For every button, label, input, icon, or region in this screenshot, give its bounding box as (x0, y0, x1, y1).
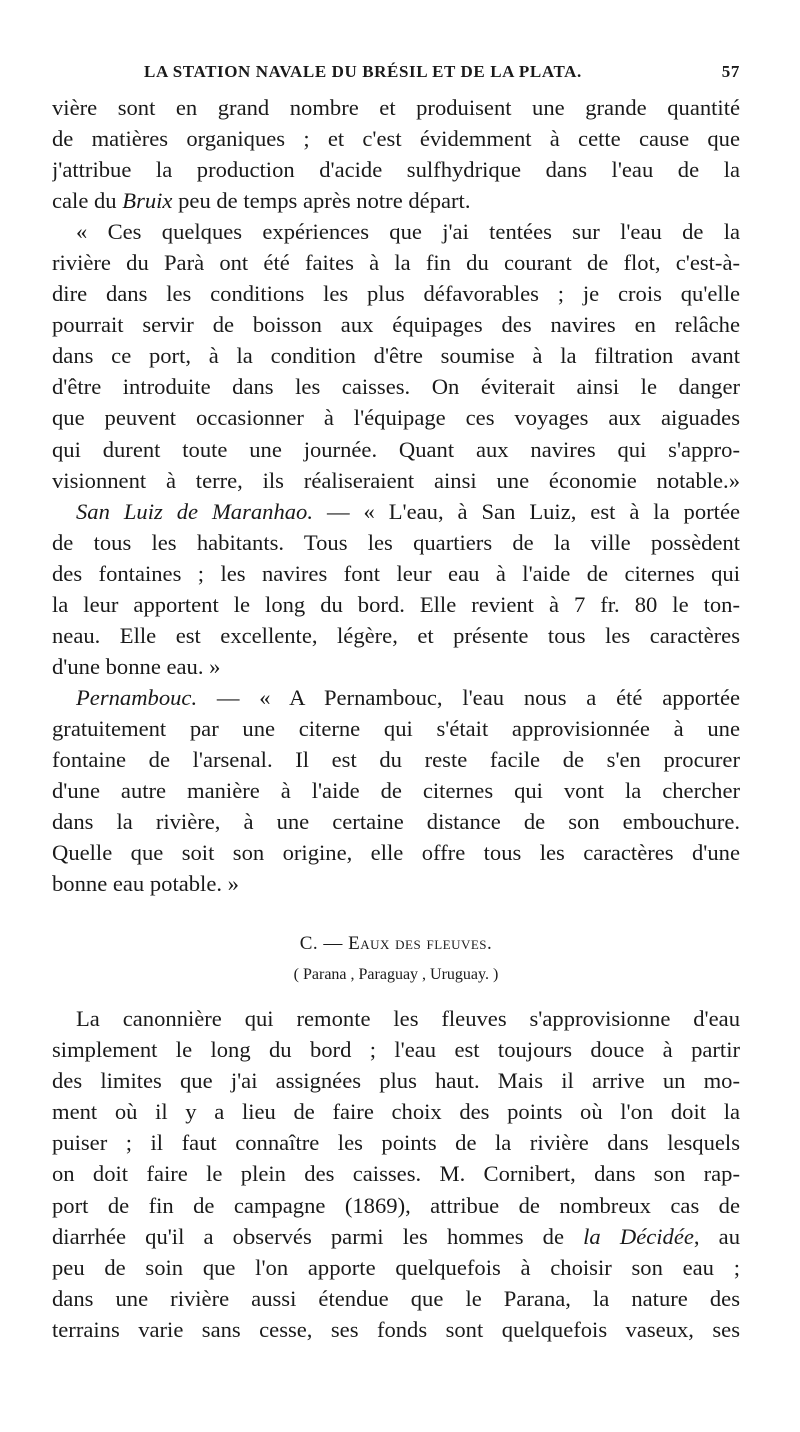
text-line: neau. Elle est excellente, légère, et présente tous les caractères (52, 622, 740, 648)
text-line: diarrhée qu'il a observés parmi les hommes de la Décidée, au (52, 1223, 740, 1249)
text-line: dans la rivière, à une certaine distance de son embouchure. (52, 809, 740, 835)
text-line: fontaine de l'arsenal. Il est du reste facile de s'en procurer (52, 746, 740, 772)
section-heading (52, 933, 740, 963)
section-title: Eaux des fleuves. (348, 933, 493, 955)
paragraph-1 (52, 92, 740, 216)
text-line: que peuvent occasionner à l'équipage ces voyages aux aiguades (52, 405, 740, 431)
text-line: des fontaines ; les navires font leur eau à l'aide de citernes qui (52, 560, 740, 586)
text-line: port de fin de campagne (1869), attribue de nombreux cas de (52, 1192, 740, 1218)
text-line: rivière du Parà ont été faites à la fin du courant de flot, c'est-à- (52, 250, 740, 276)
italic-place-name: San Luiz de Maranhao. (76, 498, 314, 524)
text-line: qui durent toute une journée. Quant aux navires qui s'appro- (52, 436, 740, 462)
text-line: j'attribue la production d'acide sulfhydrique dans l'eau de la (52, 157, 740, 183)
paragraph-2 (52, 216, 740, 495)
section-dash: — (323, 933, 343, 955)
text-line: ment où il y a lieu de faire choix des points où l'on doit la (52, 1099, 740, 1125)
text-line: terrains varie sans cesse, ses fonds sont quelquefois vaseux, ses (52, 1316, 740, 1342)
paragraph-3 (52, 496, 740, 682)
text-line: d'une bonne eau. » (52, 653, 221, 679)
text-line: gratuitement par une citerne qui s'était approvisionnée à une (52, 715, 740, 741)
text-line: de matières organiques ; et c'est évidemment à cette cause que (52, 126, 740, 152)
text-line-rest: — « A Pernambouc, l'eau nous a été apportée (197, 684, 740, 710)
text-line: bonne eau potable. » (52, 871, 239, 897)
italic-place-name: Pernambouc. (76, 684, 198, 710)
text-line: on doit faire le plein des caisses. M. Cornibert, dans son rap- (52, 1161, 740, 1187)
text-line: des limites que j'ai assignées plus haut. Mais il arrive un mo- (52, 1068, 740, 1094)
section-letter: C. (299, 933, 319, 955)
text-line: simplement le long du bord ; l'eau est toujours douce à partir (52, 1037, 740, 1063)
text-line: cale du Bruix peu de temps après notre départ. (52, 188, 471, 214)
text-line-rest: — « L'eau, à San Luiz, est à la portée (313, 498, 740, 524)
text-line: Quelle que soit son origine, elle offre tous les caractères d'une (52, 840, 740, 866)
page-header (52, 58, 740, 92)
text-line: la leur apportent le long du bord. Elle revient à 7 fr. 80 le ton- (52, 591, 740, 617)
text-line: dans une rivière aussi étendue que le Parana, la nature des (52, 1285, 740, 1311)
text-line-with-italic-lead (52, 496, 740, 527)
text-line: La canonnière qui remonte les fleuves s'approvisionne d'eau (76, 1006, 740, 1032)
page-number: 57 (721, 62, 740, 81)
text-line: pourrait servir de boisson aux équipages des navires en relâche (52, 312, 740, 338)
text-line: visionnent à terre, ils réaliseraient ainsi une économie notable.» (52, 467, 740, 493)
text-line: de tous les habitants. Tous les quartiers de la ville possèdent (52, 529, 740, 555)
text-line: dans ce port, à la condition d'être soumise à la filtration avant (52, 343, 740, 369)
text-line: « Ces quelques expériences que j'ai tentées sur l'eau de la (76, 219, 740, 245)
text-line: puiser ; il faut connaître les points de la rivière dans lesquels (52, 1130, 740, 1156)
italic-title: Bruix (122, 188, 173, 214)
text-line: d'une autre manière à l'aide de citernes qui vont la chercher (52, 778, 740, 804)
italic-title: la Décidée (583, 1223, 694, 1249)
book-page (52, 58, 740, 1345)
text-line: d'être introduite dans les caisses. On éviterait ainsi le danger (52, 374, 740, 400)
section-subtitle: ( Parana , Paraguay , Uruguay. ) (293, 966, 499, 984)
text-line: dire dans les conditions les plus défavorables ; je crois qu'elle (52, 281, 740, 307)
running-title: LA STATION NAVALE DU BRÉSIL ET DE LA PLATA. (144, 62, 582, 81)
text-line: peu de soin que l'on apporte quelquefois à choisir son eau ; (52, 1254, 740, 1280)
paragraph-5 (52, 1003, 740, 1345)
text-line-with-italic-lead (52, 682, 740, 713)
text-line: vière sont en grand nombre et produisent une grande quantité (52, 95, 740, 120)
paragraph-4 (52, 682, 740, 899)
